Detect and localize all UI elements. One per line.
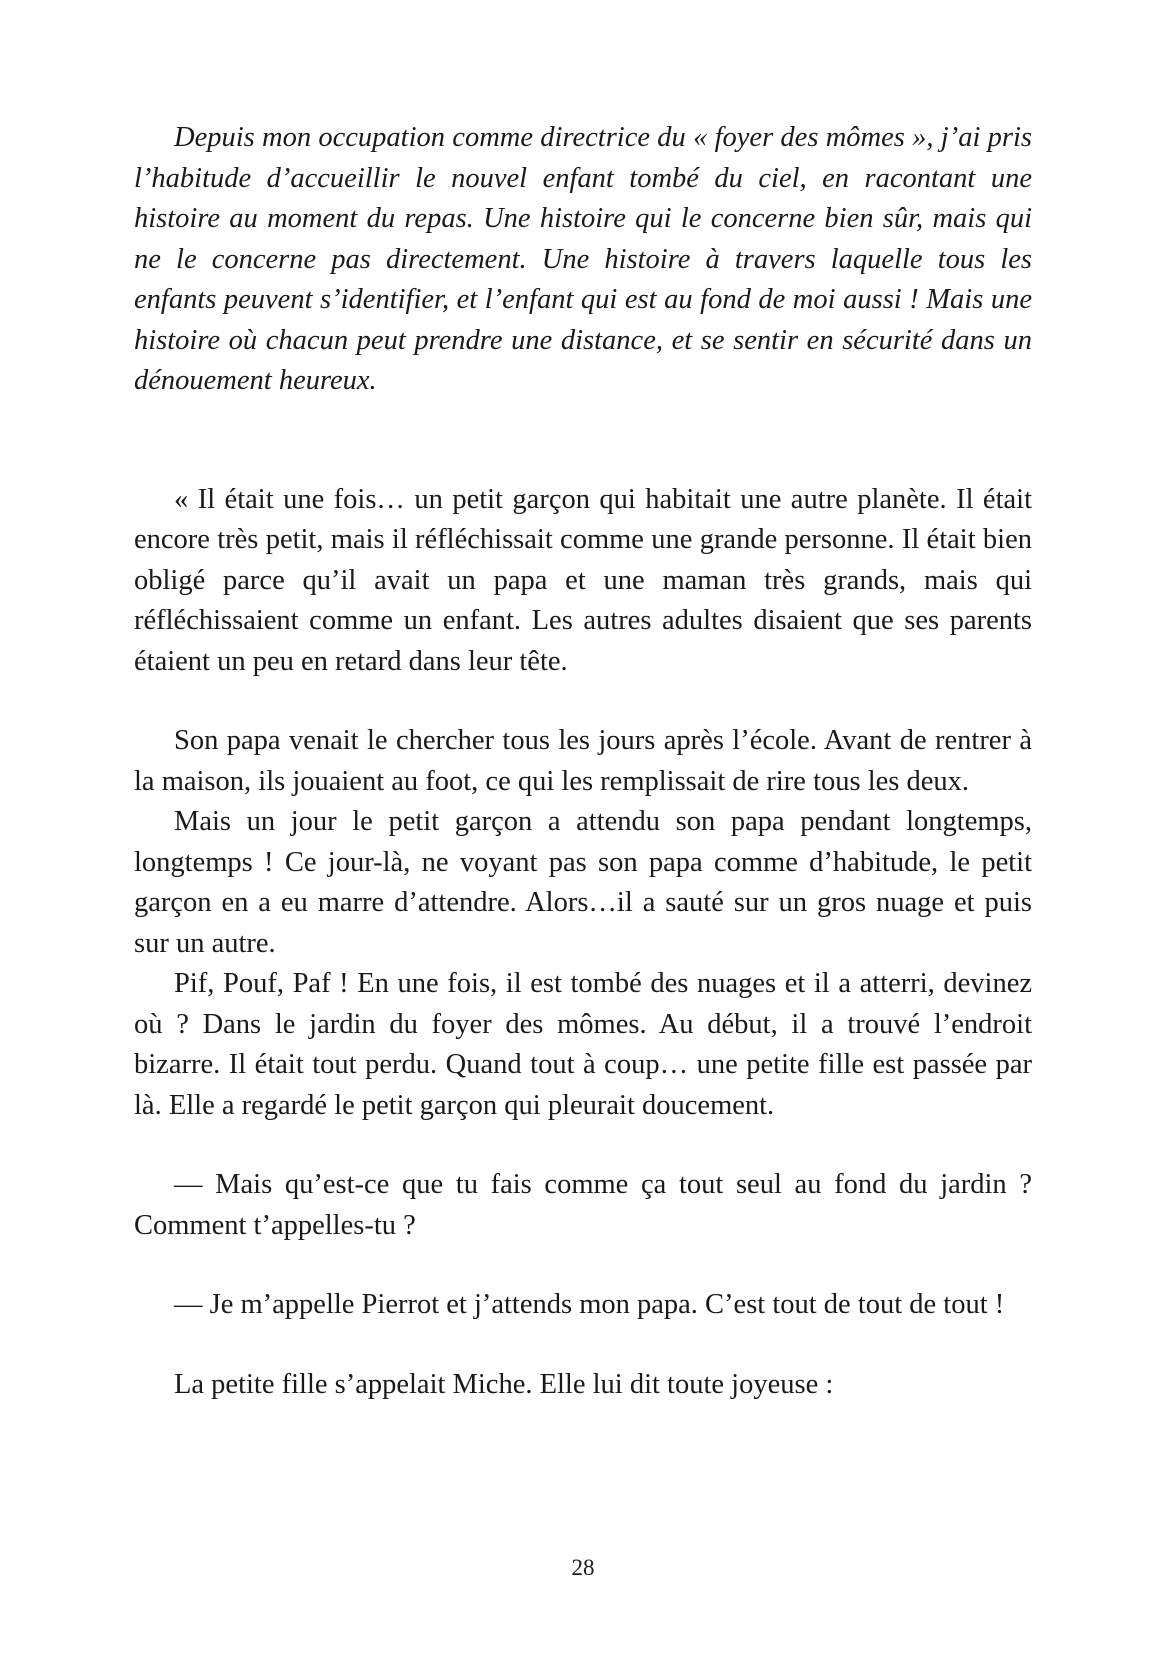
- dialogue-paragraph: — Je m’appelle Pierrot et j’attends mon papa. C’est tout de tout de tout !: [174, 1289, 1005, 1320]
- page-body: [134, 118, 1032, 1405]
- story-paragraph: La petite fille s’appelait Miche. Elle lui dit toute joyeuse :: [174, 1368, 834, 1400]
- dialogue-paragraph: — Mais qu’est-ce que tu fais comme ça tout seul au fond du jardin ? Comment t’appelles-tu ?: [134, 1169, 1032, 1241]
- intro-paragraph: Depuis mon occupation comme directrice du « foyer des mômes », j’ai pris l’habitude d’accueillir le nouvel enfant tombé du ciel, en racontant une histoire au moment du repas. Une histoire qui le concerne bien sûr, mais qui ne le concerne pas directement. Une histoire à travers laquelle tous les enfants peuvent s’identifier, et l’enfant qui est au fond de moi aussi ! Mais une histoire où chacun peut prendre une distance, et se sentir en sécurité dans un dénouement heureux.: [134, 122, 1032, 396]
- story-paragraph: Son papa venait le chercher tous les jours après l’école. Avant de rentrer à la maison, ils jouaient au foot, ce qui les remplissait de rire tous les deux.: [134, 725, 1032, 797]
- story-paragraph: Mais un jour le petit garçon a attendu son papa pendant longtemps, longtemps ! Ce jour-là, ne voyant pas son papa comme d’habitude, le petit garçon en a eu marre d’attendre. Alors…il a sauté sur un gros nuage et puis sur un autre.: [134, 806, 1032, 959]
- story-paragraph: « Il était une fois… un petit garçon qui habitait une autre planète. Il était encore très petit, mais il réfléchissait comme une grande personne. Il était bien obligé parce qu’il avait un papa et une maman très grands, mais qui réfléchissaient comme un enfant. Les autres adultes disaient que ses parents étaient un peu en retard dans leur tête.: [134, 483, 1032, 677]
- story-paragraph: Pif, Pouf, Paf ! En une fois, il est tombé des nuages et il a atterri, devinez où ? Dans le jardin du foyer des mômes. Au début, il a trouvé l’endroit bizarre. Il était tout perdu. Quand tout à coup… une petite fille est passée par là. Elle a regardé le petit garçon qui pleurait doucement.: [134, 968, 1032, 1121]
- page-number: 28: [571, 1555, 595, 1580]
